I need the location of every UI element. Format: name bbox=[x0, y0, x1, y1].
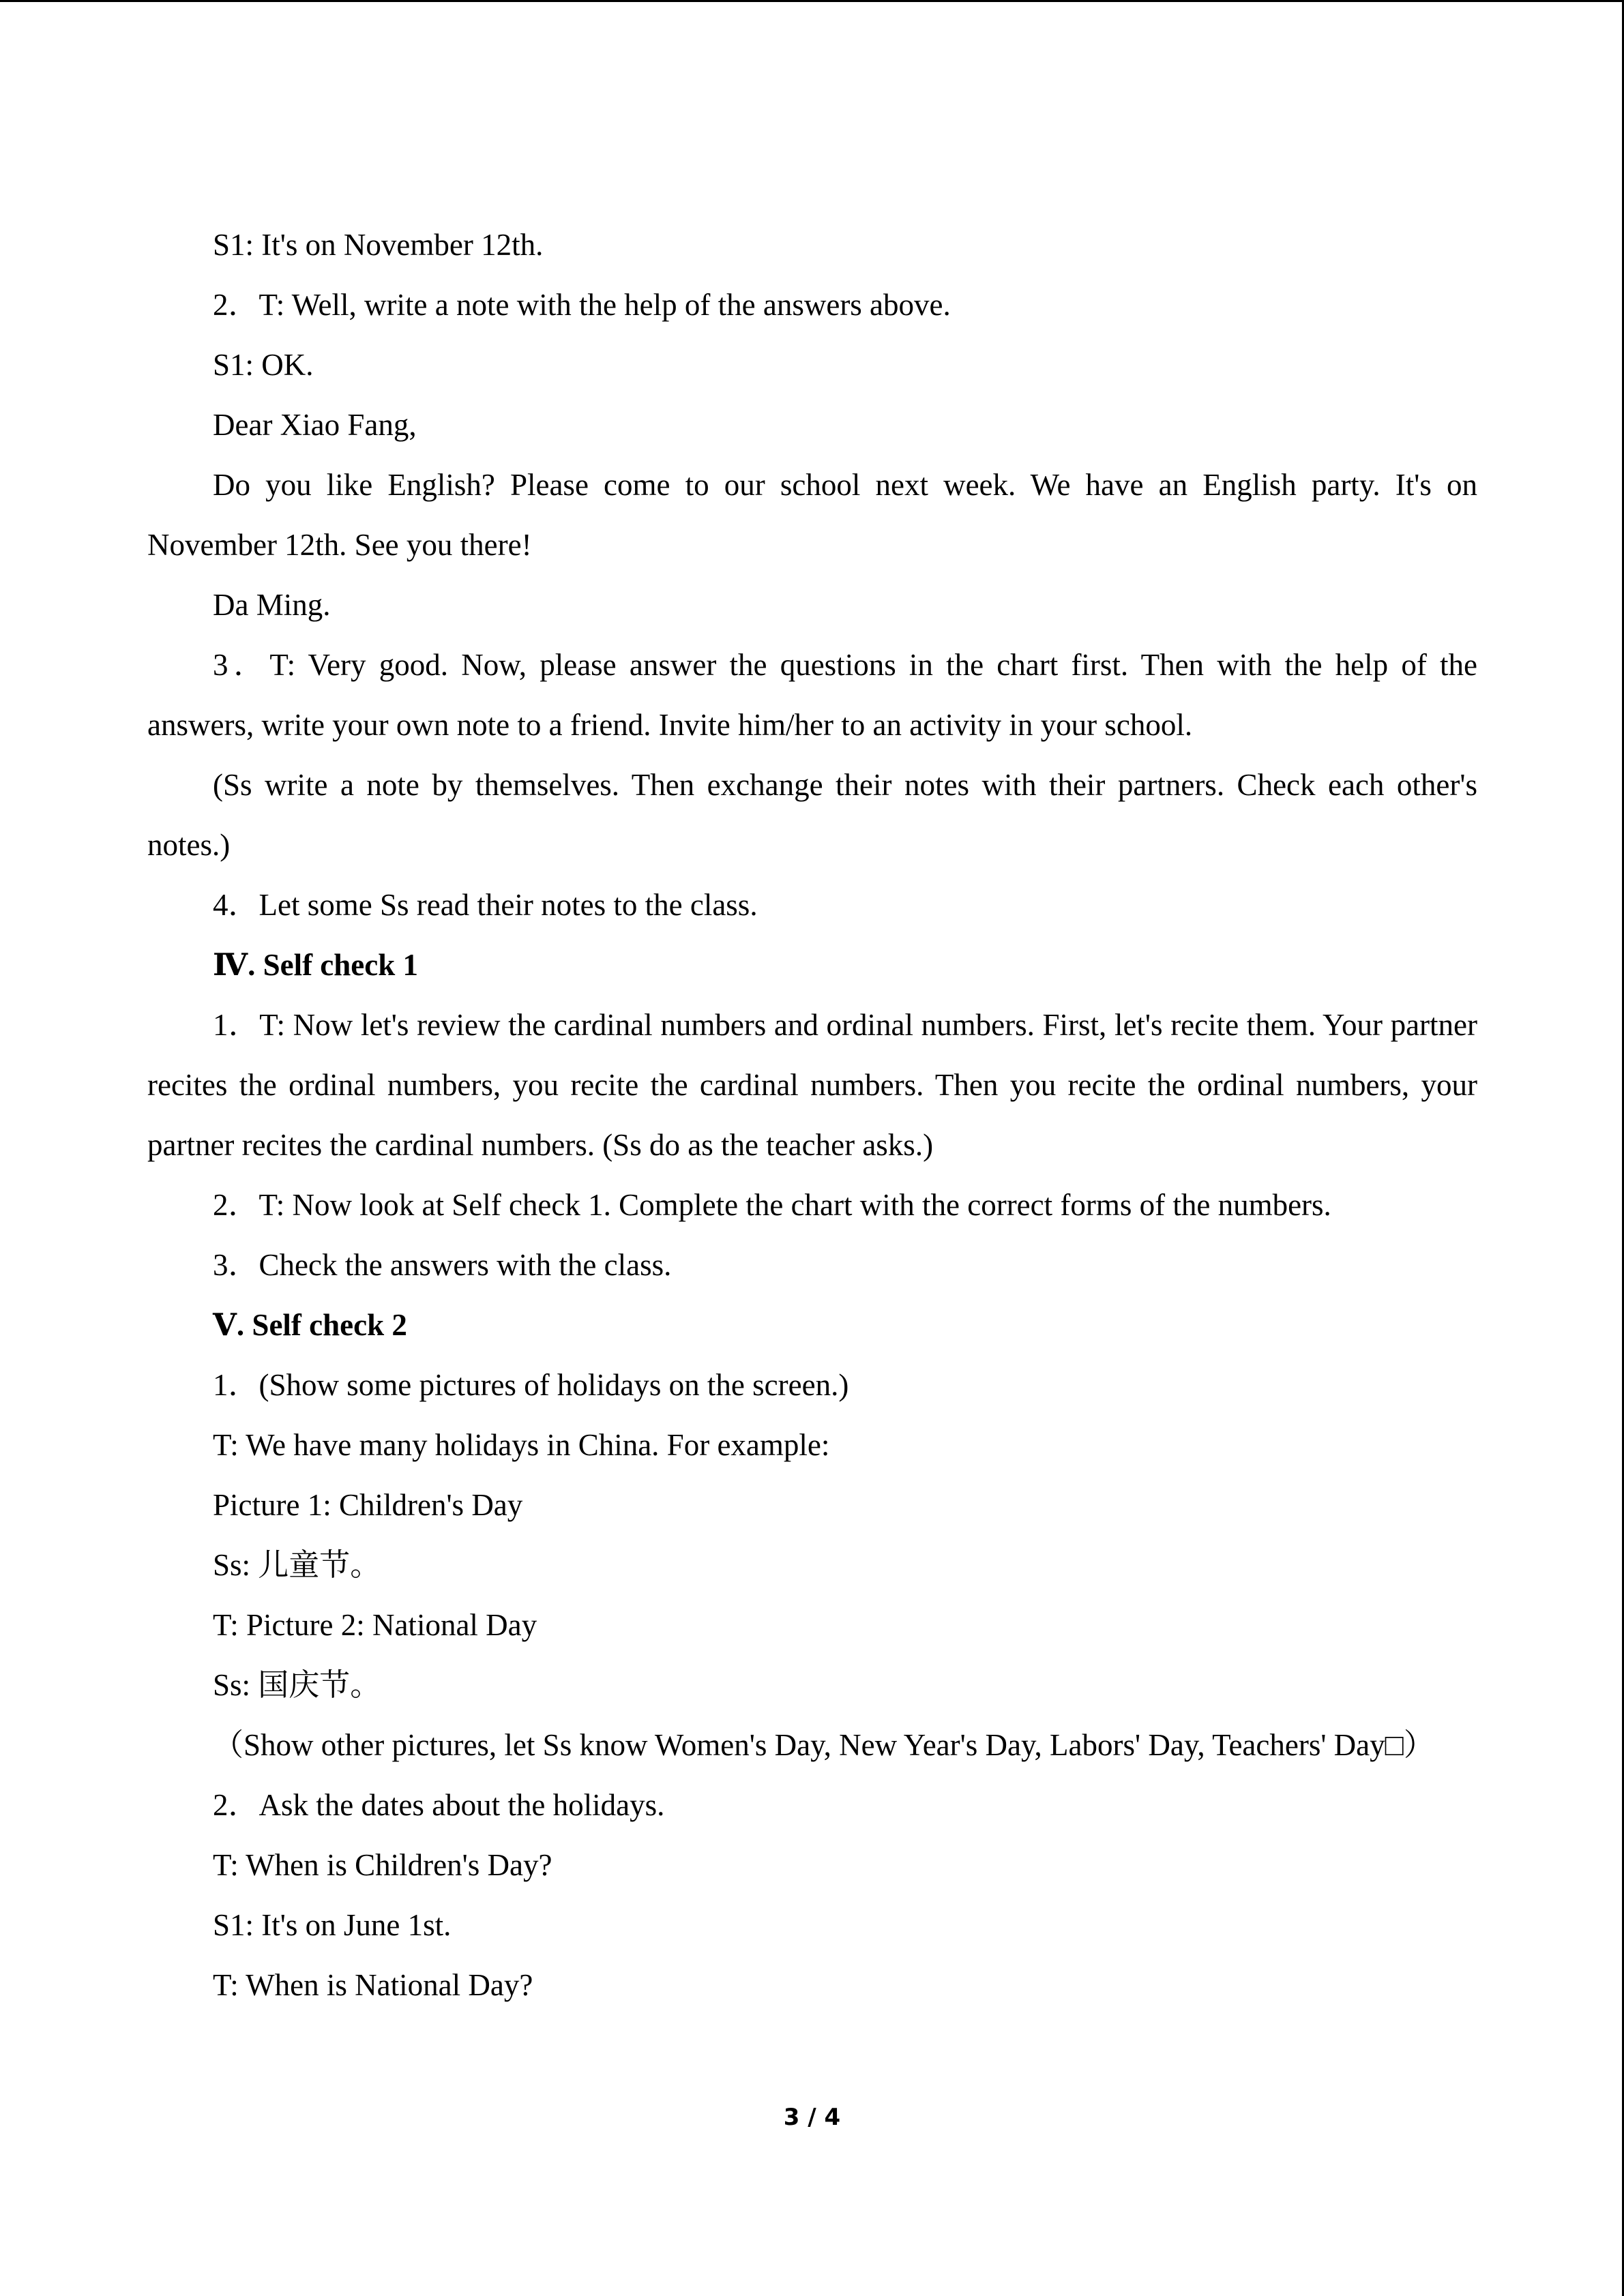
dialogue-line: T: When is National Day? bbox=[213, 1968, 533, 2002]
dialogue-line: T: Picture 2: National Day bbox=[213, 1608, 537, 1642]
section-heading-self-check-2: Ⅴ. Self check 2 bbox=[213, 1308, 407, 1342]
document-body bbox=[147, 215, 1477, 2015]
dialogue-line: T: We have many holidays in China. For example: bbox=[213, 1428, 830, 1462]
note-body: Do you like English? Please come to our school next week. We have an English party. It's on November 12th. See you there! bbox=[147, 468, 1477, 562]
step-item: 3．T: Very good. Now, please answer the questions in the chart first. Then with the help of the answers, write your own note to a friend. Invite him/her to an activity in your school. bbox=[147, 648, 1477, 742]
step-item: 4．Let some Ss read their notes to the class. bbox=[213, 888, 758, 922]
note-salutation: Dear Xiao Fang, bbox=[213, 408, 417, 442]
page-number: 3 / 4 bbox=[783, 2104, 841, 2131]
stage-direction: (Ss write a note by themselves. Then exchange their notes with their partners. Check each other's notes.) bbox=[147, 768, 1477, 862]
dialogue-line: T: When is Children's Day? bbox=[213, 1848, 552, 1882]
dialogue-line: Ss: 儿童节。 bbox=[213, 1548, 381, 1582]
dialogue-line: Picture 1: Children's Day bbox=[213, 1488, 523, 1522]
dialogue-line: S1: It's on June 1st. bbox=[213, 1908, 452, 1942]
dialogue-line: S1: It's on November 12th. bbox=[213, 228, 544, 262]
step-item: 2．T: Well, write a note with the help of the answers above. bbox=[213, 288, 951, 322]
dialogue-line: Ss: 国庆节。 bbox=[213, 1668, 381, 1702]
step-item: 1．(Show some pictures of holidays on the screen.) bbox=[213, 1368, 849, 1402]
step-item: 3．Check the answers with the class. bbox=[213, 1248, 672, 1282]
step-item: 2．Ask the dates about the holidays. bbox=[213, 1788, 665, 1822]
note-signature: Da Ming. bbox=[213, 588, 331, 622]
stage-direction: （Show other pictures, let Ss know Women's Day, New Year's Day, Labors' Day, Teachers' Day□） bbox=[213, 1728, 1434, 1762]
section-heading-self-check-1: Ⅳ. Self check 1 bbox=[213, 948, 419, 982]
dialogue-line: S1: OK. bbox=[213, 348, 314, 382]
step-item: 1．T: Now let's review the cardinal numbers and ordinal numbers. First, let's recite them. Your partner recites the ordinal numbers, you recite the cardinal numbers. Then you recite the ordinal numbers, your partner recites the cardinal numbers. (Ss do as the teacher asks.) bbox=[147, 1008, 1477, 1162]
step-item: 2．T: Now look at Self check 1. Complete the chart with the correct forms of the numbers. bbox=[213, 1188, 1331, 1222]
